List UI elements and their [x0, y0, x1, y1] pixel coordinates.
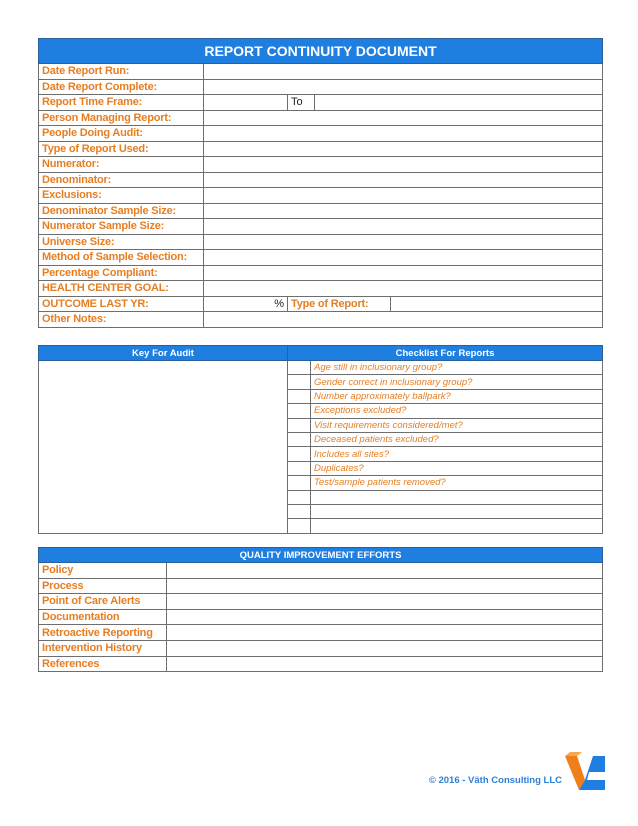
checkbox[interactable] [288, 519, 311, 533]
report-continuity-table [38, 38, 603, 328]
checkbox[interactable] [288, 504, 311, 518]
checkbox[interactable] [288, 389, 311, 403]
checkbox[interactable] [288, 490, 311, 504]
report-title: REPORT CONTINUITY DOCUMENT [39, 39, 603, 64]
field-value[interactable] [204, 141, 603, 157]
qi-label: References [39, 656, 167, 672]
checkbox[interactable] [288, 447, 311, 461]
qi-value[interactable] [167, 625, 603, 641]
to-label: To [288, 95, 315, 111]
checklist-item: Duplicates? [311, 461, 603, 475]
checklist-item: Number approximately ballpark? [311, 389, 603, 403]
field-label: Report Time Frame: [39, 95, 204, 111]
field-label: Date Report Complete: [39, 79, 204, 95]
field-value[interactable] [204, 188, 603, 204]
field-value[interactable] [204, 250, 603, 266]
field-value[interactable] [204, 64, 603, 80]
quality-improvement-title: QUALITY IMPROVEMENT EFFORTS [39, 548, 603, 563]
field-value[interactable] [204, 172, 603, 188]
qi-value[interactable] [167, 594, 603, 610]
checkbox[interactable] [288, 418, 311, 432]
report-continuity-section [38, 38, 602, 328]
qi-label: Point of Care Alerts [39, 594, 167, 610]
qi-value[interactable] [167, 640, 603, 656]
quality-improvement-table [38, 547, 603, 672]
field-label: People Doing Audit: [39, 126, 204, 142]
field-value[interactable] [204, 265, 603, 281]
quality-improvement-section [38, 547, 602, 672]
outcome-percent[interactable] [204, 296, 288, 312]
field-label: HEALTH CENTER GOAL: [39, 281, 204, 297]
type-of-report-label: Type of Report: [288, 296, 391, 312]
percent-sign: % [274, 297, 284, 310]
checkbox[interactable] [288, 361, 311, 375]
checkbox[interactable] [288, 461, 311, 475]
time-frame-end[interactable] [315, 95, 603, 111]
qi-value[interactable] [167, 578, 603, 594]
qi-label: Documentation [39, 609, 167, 625]
field-label: Other Notes: [39, 312, 204, 328]
checklist-item: Test/sample patients removed? [311, 476, 603, 490]
audit-section [38, 345, 602, 534]
field-value[interactable] [204, 219, 603, 235]
field-label: Percentage Compliant: [39, 265, 204, 281]
checklist-item: Age still in inclusionary group? [311, 361, 603, 375]
checklist-header: Checklist For Reports [288, 346, 603, 361]
field-label: Universe Size: [39, 234, 204, 250]
checkbox[interactable] [288, 432, 311, 446]
checkbox[interactable] [288, 404, 311, 418]
qi-label: Retroactive Reporting [39, 625, 167, 641]
qi-value[interactable] [167, 656, 603, 672]
field-label: Date Report Run: [39, 64, 204, 80]
checklist-item: Deceased patients excluded? [311, 432, 603, 446]
checklist-item[interactable] [311, 490, 603, 504]
checklist-item[interactable] [311, 519, 603, 533]
field-label: Method of Sample Selection: [39, 250, 204, 266]
field-value[interactable] [204, 157, 603, 173]
field-value[interactable] [204, 126, 603, 142]
field-value[interactable] [204, 312, 603, 328]
checklist-item: Exceptions excluded? [311, 404, 603, 418]
checklist-item: Includes all sites? [311, 447, 603, 461]
field-label: OUTCOME LAST YR: [39, 296, 204, 312]
audit-checklist-table [38, 345, 603, 534]
qi-value[interactable] [167, 609, 603, 625]
field-value[interactable] [204, 234, 603, 250]
field-label: Denominator Sample Size: [39, 203, 204, 219]
checkbox[interactable] [288, 476, 311, 490]
checklist-item: Gender correct in inclusionary group? [311, 375, 603, 389]
field-value[interactable] [204, 203, 603, 219]
field-value[interactable] [204, 281, 603, 297]
type-of-report-value[interactable] [391, 296, 603, 312]
field-label: Denominator: [39, 172, 204, 188]
field-label: Exclusions: [39, 188, 204, 204]
copyright-footer: © 2016 - Väth Consulting LLC [428, 775, 562, 786]
key-for-audit-area[interactable] [39, 361, 288, 534]
vath-logo-icon [565, 752, 605, 790]
field-value[interactable] [204, 110, 603, 126]
qi-label: Policy [39, 563, 167, 579]
qi-label: Process [39, 578, 167, 594]
qi-value[interactable] [167, 563, 603, 579]
field-label: Type of Report Used: [39, 141, 204, 157]
key-for-audit-header: Key For Audit [39, 346, 288, 361]
checklist-item: Visit requirements considered/met? [311, 418, 603, 432]
field-label: Numerator: [39, 157, 204, 173]
field-label: Numerator Sample Size: [39, 219, 204, 235]
time-frame-start[interactable] [204, 95, 288, 111]
field-label: Person Managing Report: [39, 110, 204, 126]
checklist-item[interactable] [311, 504, 603, 518]
checkbox[interactable] [288, 375, 311, 389]
qi-label: Intervention History [39, 640, 167, 656]
field-value[interactable] [204, 79, 603, 95]
